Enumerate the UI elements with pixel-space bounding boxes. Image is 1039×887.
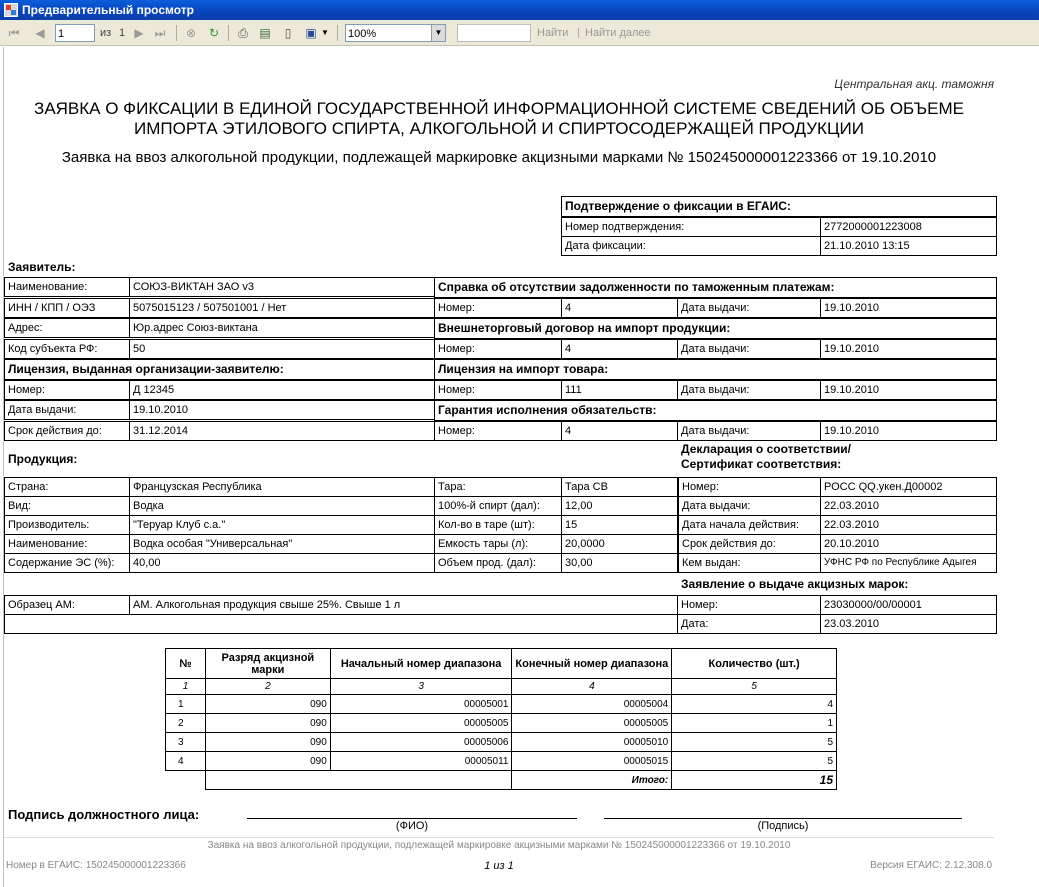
refresh-icon[interactable]: ↻ [208, 26, 220, 40]
page-total: 1 [119, 27, 126, 39]
applicant-name-label: Наименование: [4, 277, 130, 297]
cert-issuer-label: Кем выдан: [677, 553, 821, 573]
toolbar-separator [176, 25, 177, 41]
license-header: Лицензия, выданная организации-заявителю: [4, 359, 435, 380]
table-col-number: 3 [330, 679, 512, 695]
table-row [166, 733, 837, 752]
toolbar-separator [578, 28, 579, 38]
cert-header-line2: Сертификат соответствия: [681, 457, 842, 471]
table-header: Начальный номер диапазона [330, 649, 512, 679]
table-row [166, 714, 837, 733]
table-row [166, 695, 837, 714]
find-next-button[interactable]: Найти далее [585, 27, 651, 39]
app-icon [4, 3, 18, 17]
import-num-value: 111 [561, 380, 678, 400]
debt-num-value: 4 [561, 298, 678, 318]
table-cell: 00005004 [512, 695, 672, 714]
preview-toolbar [0, 20, 1039, 46]
page-setup-icon[interactable]: ▯ [284, 26, 292, 40]
cert-num-value: РОСС QQ.укен.Д00002 [820, 477, 997, 497]
first-page-icon[interactable]: ⏮ [8, 26, 20, 40]
table-cell: 4 [166, 752, 206, 771]
table-cell: 00005011 [330, 752, 512, 771]
applicant-inn-label: ИНН / КПП / ОЭЗ [4, 298, 130, 318]
table-col-number: 4 [512, 679, 672, 695]
import-date-value: 19.10.2010 [820, 380, 997, 400]
zoom-value: 100% [348, 28, 377, 40]
cert-issuer-value: УФНС РФ по Республике Адыгея [820, 553, 997, 573]
product-tare-value: Тара СВ [561, 477, 678, 497]
applicant-address-label: Адрес: [4, 318, 130, 338]
footer-page: 1 из 1 [484, 860, 514, 872]
product-kind-value: Водка [129, 496, 435, 516]
toolbar-separator [337, 25, 338, 41]
find-button[interactable]: Найти [537, 27, 569, 39]
toolbar-separator [228, 25, 229, 41]
product-capacity-label: Емкость тары (л): [434, 534, 562, 554]
import-license-header: Лицензия на импорт товара: [434, 359, 997, 380]
confirm-num-label: Номер подтверждения: [561, 217, 821, 237]
applicant-region-label: Код субъекта РФ: [4, 339, 130, 359]
footer-repeat: Заявка на ввоз алкогольной продукции, подлежащей маркировке акцизными марками № 150245000001223366 от 19.10.2010 [207, 840, 791, 851]
report-title-line1: ЗАЯВКА О ФИКСАЦИИ В ЕДИНОЙ ГОСУДАРСТВЕННОЙ ИНФОРМАЦИОННОЙ СИСТЕМЕ СВЕДЕНИЙ ОБ ОБЪЕМЕ [34, 99, 964, 118]
cert-header [681, 442, 851, 472]
cert-header-line1: Декларация о соответствии/ [681, 442, 851, 456]
import-num-label: Номер: [434, 380, 562, 400]
product-volume-label: Объем прод. (дал): [434, 553, 562, 573]
window-title: Предварительный просмотр [22, 3, 194, 17]
stamp-date-label: Дата: [677, 614, 821, 634]
cert-num-label: Номер: [677, 477, 821, 497]
guarantee-num-label: Номер: [434, 421, 562, 441]
save-dropdown-icon[interactable]: ▼ [321, 28, 329, 37]
cert-valid-label: Срок действия до: [677, 534, 821, 554]
prev-page-icon[interactable]: ◀ [35, 26, 45, 40]
table-header: Конечный номер диапазона [512, 649, 672, 679]
product-count-value: 15 [561, 515, 678, 535]
applicant-name-value: СОЮЗ-ВИКТАН ЗАО v3 [129, 277, 435, 297]
stop-icon[interactable]: ⊗ [185, 26, 197, 40]
guarantee-date-value: 19.10.2010 [820, 421, 997, 441]
table-cell: 3 [166, 733, 206, 752]
product-name-value: Водка особая "Универсальная" [129, 534, 435, 554]
search-input[interactable] [457, 24, 531, 42]
product-count-label: Кол-во в таре (шт): [434, 515, 562, 535]
guarantee-num-value: 4 [561, 421, 678, 441]
confirm-num-value: 2772000001223008 [820, 217, 997, 237]
debt-date-label: Дата выдачи: [677, 298, 821, 318]
license-num-value: Д 12345 [129, 380, 435, 400]
license-num-label: Номер: [4, 380, 130, 400]
table-cell: 00005010 [512, 733, 672, 752]
confirm-date-label: Дата фиксации: [561, 236, 821, 256]
debt-date-value: 19.10.2010 [820, 298, 997, 318]
next-page-icon[interactable]: ▶ [134, 26, 144, 40]
report-page [3, 47, 1036, 887]
footer-egais-number: Номер в ЕГАИС: 150245000001223366 [6, 860, 186, 871]
import-date-label: Дата выдачи: [677, 380, 821, 400]
table-cell: 1 [672, 714, 837, 733]
print-icon[interactable]: ⎙ [238, 26, 248, 40]
license-date-label: Дата выдачи: [4, 400, 130, 420]
guarantee-header: Гарантия исполнения обязательств: [434, 400, 997, 421]
applicant-header: Заявитель: [8, 260, 76, 274]
product-maker-value: "Теруар Клуб с.а." [129, 515, 435, 535]
confirm-date-value: 21.10.2010 13:15 [820, 236, 997, 256]
print-layout-icon[interactable]: ▤ [259, 26, 271, 40]
report-title [4, 99, 994, 139]
table-cell: 2 [166, 714, 206, 733]
product-maker-label: Производитель: [4, 515, 130, 535]
table-col-number: 2 [205, 679, 330, 695]
table-cell: 00005005 [512, 714, 672, 733]
product-spirit-label: 100%-й спирт (дал): [434, 496, 562, 516]
save-icon[interactable]: ▣ [305, 26, 317, 40]
stamp-request-header: Заявление о выдаче акцизных марок: [681, 577, 909, 591]
contract-date-label: Дата выдачи: [677, 339, 821, 359]
license-valid-value: 31.12.2014 [129, 421, 435, 441]
footer-divider [4, 837, 994, 838]
table-total-row [166, 771, 837, 790]
table-cell: 5 [672, 733, 837, 752]
customs-office: Центральная акц. таможня [834, 77, 994, 91]
license-valid-label: Срок действия до: [4, 421, 130, 441]
product-spirit-value: 12,00 [561, 496, 678, 516]
contract-num-value: 4 [561, 339, 678, 359]
report-title-line2: ИМПОРТА ЭТИЛОВОГО СПИРТА, АЛКОГОЛЬНОЙ И СПИРТОСОДЕРЖАЩЕЙ ПРОДУКЦИИ [134, 119, 864, 138]
guarantee-date-label: Дата выдачи: [677, 421, 821, 441]
table-col-number: 5 [672, 679, 837, 695]
page-number-input[interactable]: 1 [55, 24, 95, 42]
sign-line [604, 818, 962, 819]
contract-num-label: Номер: [434, 339, 562, 359]
cert-valid-value: 20.10.2010 [820, 534, 997, 554]
applicant-inn-value: 5075015123 / 507501001 / Нет [129, 298, 435, 318]
product-country-value: Французская Республика [129, 477, 435, 497]
stamp-num-label: Номер: [677, 595, 821, 615]
stamp-num-value: 23030000/00/00001 [820, 595, 997, 615]
product-tare-label: Тара: [434, 477, 562, 497]
table-header: Разряд акцизной марки [205, 649, 330, 679]
table-cell: 1 [166, 695, 206, 714]
table-cell: 00005001 [330, 695, 512, 714]
product-es-label: Содержание ЭС (%): [4, 553, 130, 573]
table-cell: 00005015 [512, 752, 672, 771]
debt-num-label: Номер: [434, 298, 562, 318]
fio-caption: (ФИО) [395, 820, 429, 832]
cert-date-value: 22.03.2010 [820, 496, 997, 516]
table-total-value: 15 [672, 771, 837, 790]
zoom-select[interactable] [345, 24, 446, 42]
stamp-sample-value: АМ. Алкогольная продукция свыше 25%. Свыше 1 л [129, 595, 678, 615]
table-row [166, 752, 837, 771]
stamp-ranges-table [165, 648, 837, 790]
fio-line [247, 818, 577, 819]
stamp-sample-extra [4, 614, 678, 634]
product-header: Продукция: [8, 452, 78, 466]
table-cell: 5 [672, 752, 837, 771]
product-capacity-value: 20,0000 [561, 534, 678, 554]
cert-date-label: Дата выдачи: [677, 496, 821, 516]
table-cell: 090 [205, 695, 330, 714]
footer-version: Версия ЕГАИС: 2.12.308.0 [870, 860, 992, 871]
table-cell: 090 [205, 714, 330, 733]
table-cell: 090 [205, 733, 330, 752]
table-header: № [166, 649, 206, 679]
debt-header: Справка об отсутствии задолженности по таможенным платежам: [434, 277, 997, 298]
cert-start-value: 22.03.2010 [820, 515, 997, 535]
table-total-label: Итого: [512, 771, 672, 790]
applicant-region-value: 50 [129, 339, 435, 359]
table-cell: 4 [672, 695, 837, 714]
table-col-number: 1 [166, 679, 206, 695]
product-country-label: Страна: [4, 477, 130, 497]
table-header: Количество (шт.) [672, 649, 837, 679]
cert-start-label: Дата начала действия: [677, 515, 821, 535]
confirm-header: Подтверждение о фиксации в ЕГАИС: [561, 196, 997, 217]
product-volume-value: 30,00 [561, 553, 678, 573]
table-cell: 00005005 [330, 714, 512, 733]
window-title-bar [0, 0, 1039, 20]
license-date-value: 19.10.2010 [129, 400, 435, 420]
stamp-sample-label: Образец АМ: [4, 595, 130, 615]
applicant-address-value: Юр.адрес Союз-виктана [129, 318, 435, 338]
signature-label: Подпись должностного лица: [8, 807, 200, 822]
chevron-down-icon[interactable]: ▼ [431, 25, 445, 41]
report-subtitle: Заявка на ввоз алкогольной продукции, подлежащей маркировке акцизными марками № 150245000001223366 от 19.10.2010 [61, 149, 937, 166]
table-cell: 090 [205, 752, 330, 771]
product-name-label: Наименование: [4, 534, 130, 554]
page-of-label: из [100, 27, 112, 39]
product-es-value: 40,00 [129, 553, 435, 573]
contract-header: Внешнеторговый договор на импорт продукции: [434, 318, 997, 339]
contract-date-value: 19.10.2010 [820, 339, 997, 359]
stamp-date-value: 23.03.2010 [820, 614, 997, 634]
product-kind-label: Вид: [4, 496, 130, 516]
last-page-icon[interactable]: ⏭ [154, 26, 166, 40]
sign-caption: (Подпись) [757, 820, 809, 832]
table-cell: 00005006 [330, 733, 512, 752]
